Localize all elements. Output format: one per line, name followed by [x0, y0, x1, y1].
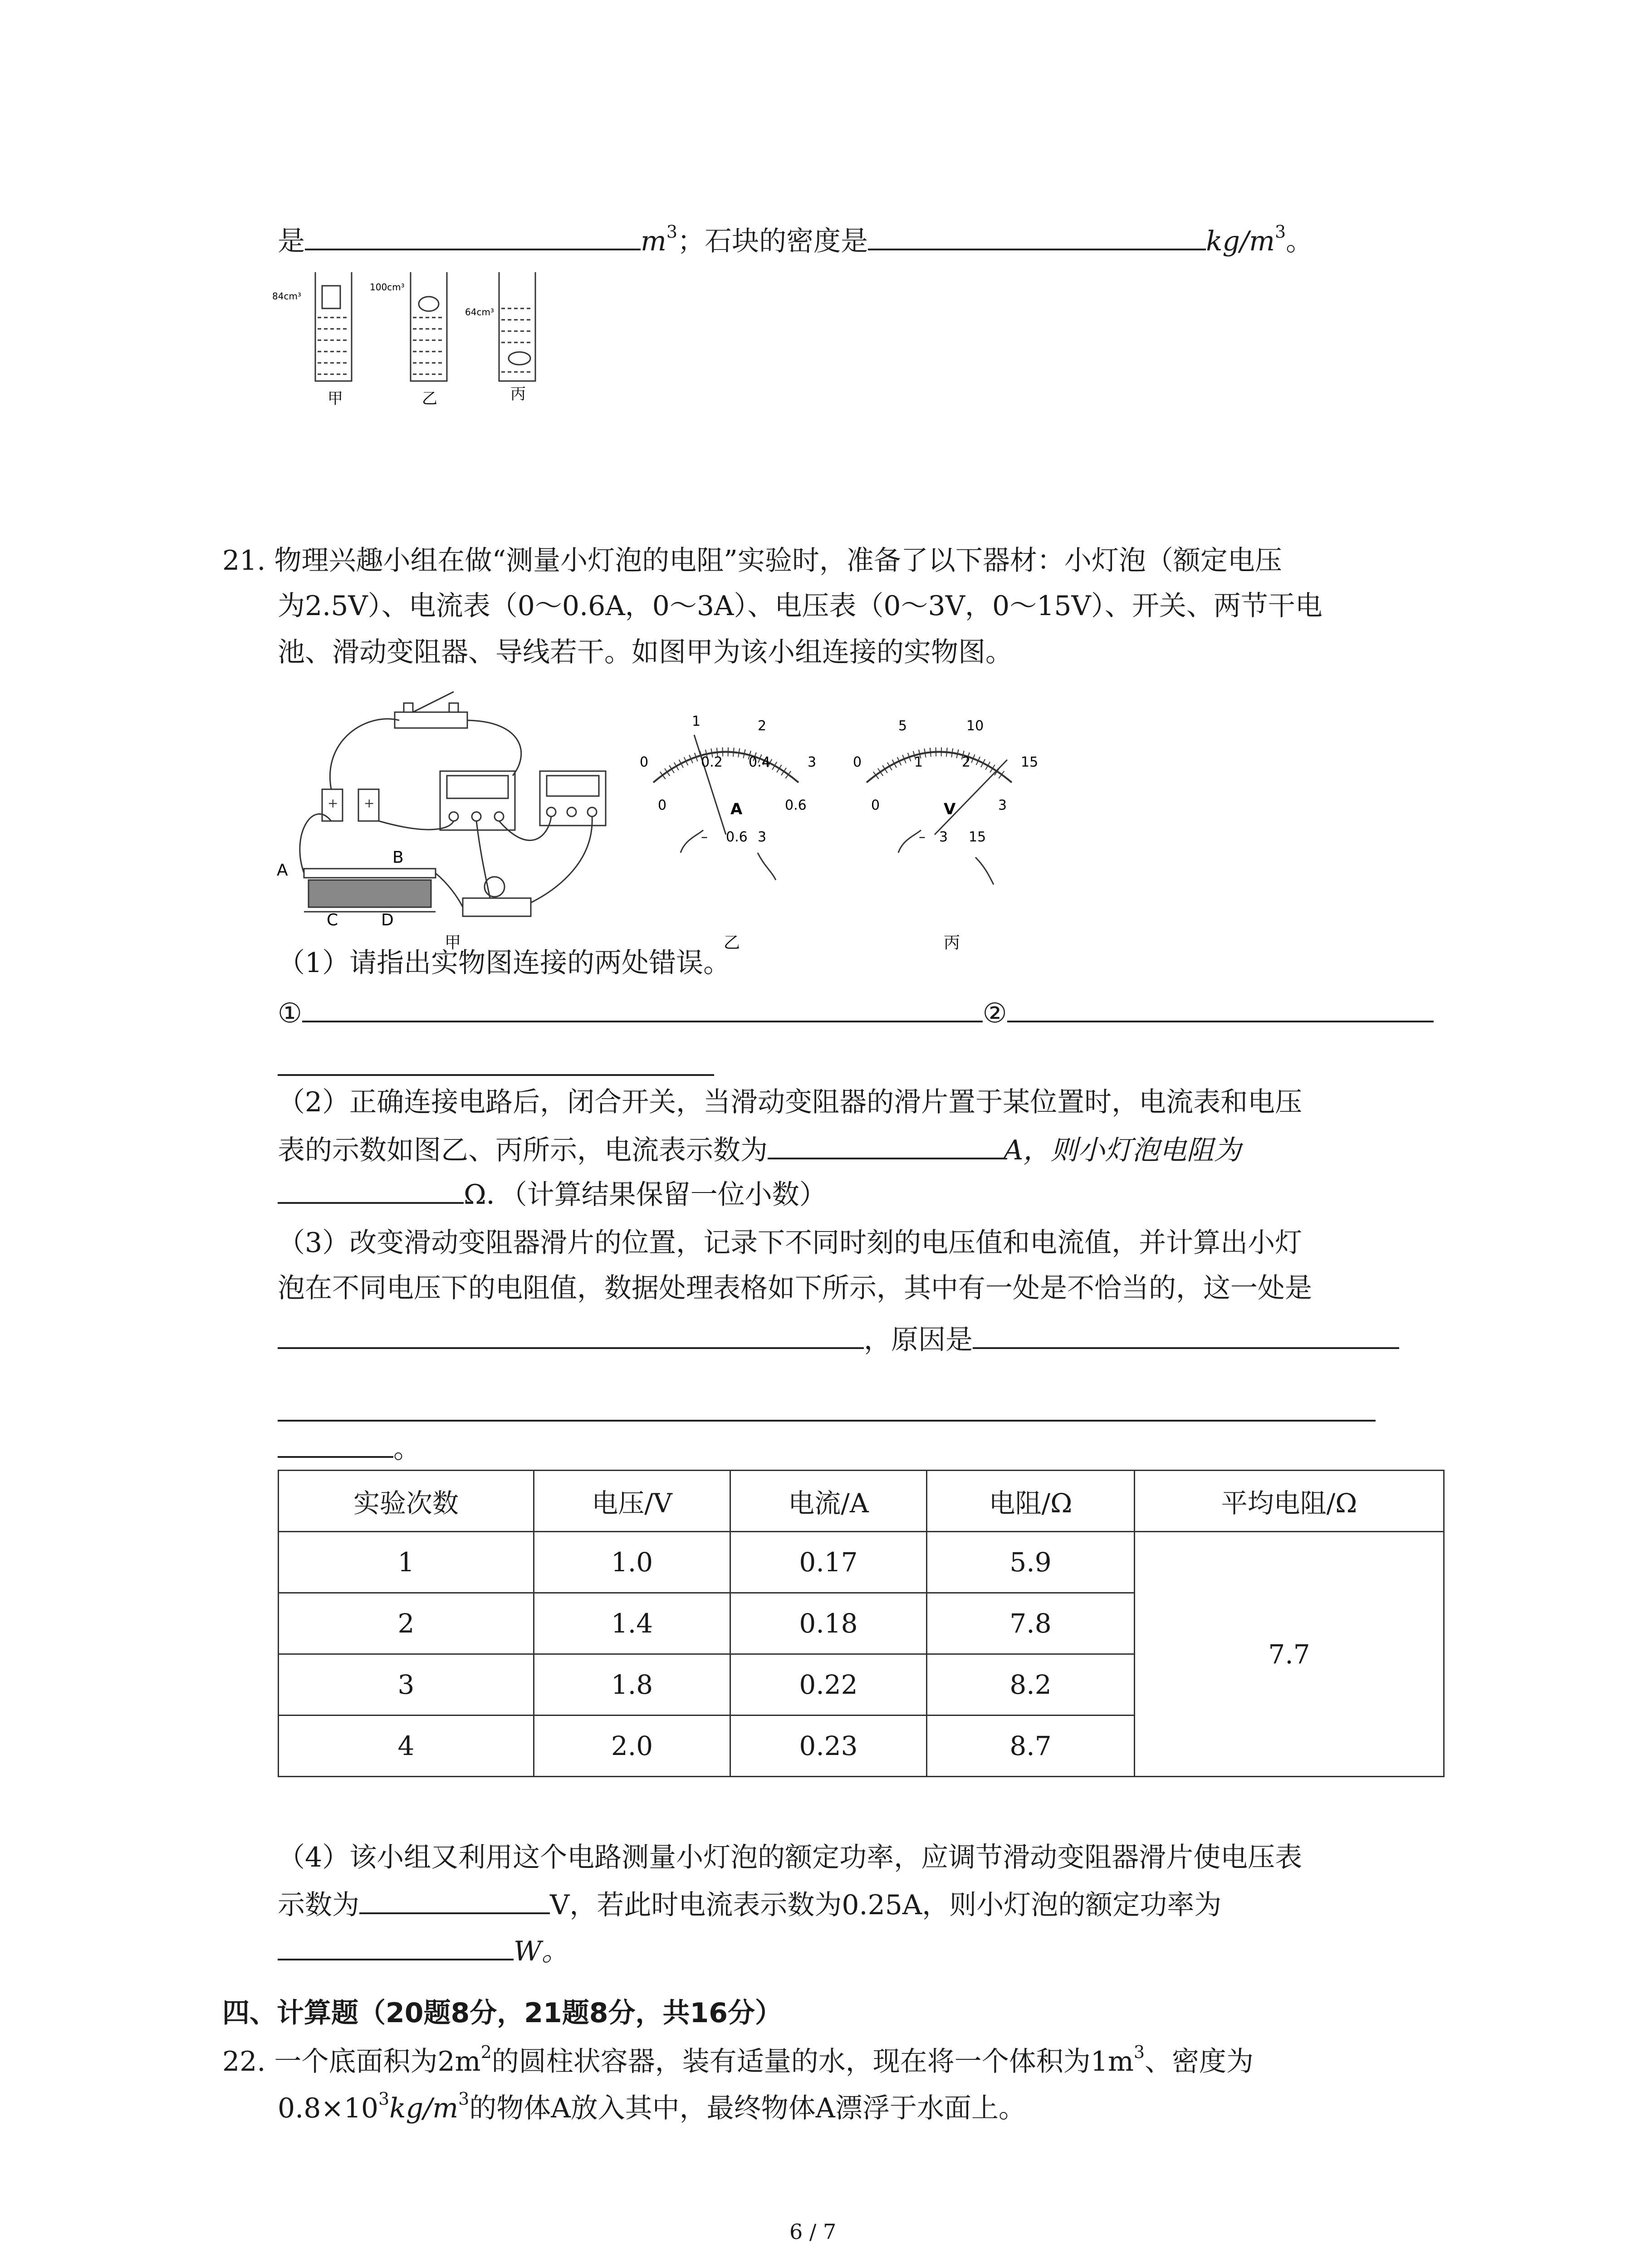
- q21-p1: （1）请指出实物图连接的两处错误。: [278, 947, 731, 979]
- volume-blank[interactable]: [305, 221, 641, 250]
- circuit-figure: [277, 685, 1102, 953]
- voltmeter-term-neg: –: [919, 829, 926, 845]
- voltmeter-needle: [935, 760, 1007, 835]
- th-current: 电流/A: [730, 1471, 927, 1532]
- q21-p1-answers: [278, 993, 1434, 1031]
- q21-p3-line1: （3）改变滑动变阻器滑片的位置，记录下不同时刻的电压值和电流值，并计算出小灯: [278, 1227, 1303, 1259]
- ammeter-outer-1: 1: [692, 714, 701, 729]
- voltmeter-device-icon: [440, 771, 515, 830]
- ammeter-inner-0: 0: [658, 797, 667, 813]
- beaker-jia-label: 甲: [328, 390, 343, 408]
- ammeter-term-3: 3: [758, 829, 767, 845]
- q21-p2-line1: （2）正确连接电路后，闭合开关，当滑动变阻器的滑片置于某位置时，电流表和电压: [278, 1086, 1303, 1118]
- ammeter-term-06: 0.6: [726, 829, 748, 845]
- circuit-label-d: D: [381, 911, 394, 929]
- q21-line3: 池、滑动变阻器、导线若干。如图甲为该小组连接的实物图。: [278, 636, 1013, 668]
- unit-kgm-exp: 3: [1274, 222, 1286, 242]
- ammeter-inner-1: 0.2: [701, 754, 723, 770]
- q21-p4-line2: 示数为 V，若此时电流表示数为0.25A，则小灯泡的额定功率为: [278, 1885, 1221, 1923]
- top-prefix: 是: [278, 225, 305, 257]
- voltage-blank[interactable]: [359, 1885, 550, 1914]
- unit-m: m: [641, 225, 666, 257]
- fig-label-jia: 甲: [445, 934, 461, 952]
- ammeter-outer-2: 2: [758, 718, 767, 734]
- reason-blank-line3[interactable]: [278, 1429, 393, 1458]
- lamp-icon: [463, 877, 531, 916]
- reason-blank[interactable]: [973, 1320, 1399, 1349]
- rheostat-icon: [304, 869, 436, 912]
- ammeter-needle: [694, 735, 726, 835]
- avg-resistance-cell: 7.7: [1135, 1532, 1444, 1777]
- voltmeter-inner-2: 2: [962, 754, 971, 770]
- cell: 1.4: [534, 1593, 730, 1654]
- q22-line1: 22. 一个底面积为$2m^2$的圆柱状容器，装有适量的水，现在将一个体积为$1m^3$、密度为: [222, 2042, 1254, 2077]
- cell: 0.18: [730, 1593, 927, 1654]
- voltmeter-outer-10: 10: [966, 718, 984, 734]
- q21-p3-line2: 泡在不同电压下的电阻值，数据处理表格如下所示，其中有一处是不恰当的，这一处是: [278, 1272, 1312, 1304]
- ammeter-term-neg: –: [701, 829, 708, 845]
- error-1-blank[interactable]: [302, 993, 983, 1022]
- ammeter-device-icon: [540, 771, 606, 826]
- cell: 1: [279, 1532, 534, 1593]
- voltmeter-inner-3: 3: [998, 797, 1007, 813]
- circuit-label-b: B: [392, 848, 404, 867]
- cell: 2.0: [534, 1716, 730, 1777]
- q22-number: 22.: [222, 2046, 266, 2077]
- mark-1: ①: [278, 997, 302, 1029]
- svg-text:+: +: [364, 796, 375, 811]
- density-text: ；石块的密度是: [677, 225, 868, 257]
- fig-label-bing: 丙: [944, 934, 960, 952]
- beaker-jia: [315, 272, 352, 381]
- q21-line2: 为2.5V）、电流表（0～0.6A，0～3A）、电压表（0～3V，0～15V）、开关、两节干电: [278, 590, 1323, 622]
- data-table: [278, 1470, 1445, 1777]
- improper-item-blank[interactable]: [278, 1320, 864, 1349]
- cell: 5.9: [927, 1532, 1135, 1593]
- th-trial: 实验次数: [279, 1471, 534, 1532]
- circuit-label-a: A: [277, 861, 288, 880]
- cell: 8.7: [927, 1716, 1135, 1777]
- ammeter-inner-2: 0.4: [749, 754, 770, 770]
- circuit-label-c: C: [327, 911, 338, 929]
- beaker-yi-label: 乙: [422, 390, 437, 408]
- voltmeter-dial: [853, 718, 1038, 952]
- cell: 8.2: [927, 1654, 1135, 1716]
- error-2-blank[interactable]: [1007, 993, 1434, 1022]
- page-number: 6 / 7: [789, 2219, 837, 2244]
- cell: 0.22: [730, 1654, 927, 1716]
- q22-line2: $0.8\times 10^3kg/m^3$的物体A放入其中，最终物体A漂浮于水面上。: [278, 2089, 1026, 2124]
- fig-label-yi: 乙: [724, 934, 740, 952]
- svg-text:+: +: [328, 796, 338, 811]
- error-2-blank-cont[interactable]: [278, 1074, 714, 1076]
- ammeter-outer-3: 3: [808, 754, 817, 770]
- beaker-yi-volume: 100cm³: [370, 282, 405, 293]
- voltmeter-outer-0: 0: [853, 754, 862, 770]
- table-header-row: [279, 1471, 1444, 1532]
- th-resistance: 电阻/Ω: [927, 1471, 1135, 1532]
- q21-p4-line3: W。: [278, 1931, 569, 1970]
- q21-line1: 21. 物理兴趣小组在做“测量小灯泡的电阻”实验时，准备了以下器材：小灯泡（额定电压: [222, 545, 1282, 577]
- cell: 3: [279, 1654, 534, 1716]
- cell: 0.23: [730, 1716, 927, 1777]
- ammeter-outer-0: 0: [640, 754, 649, 770]
- unit-kgm: kg/m: [1206, 225, 1275, 257]
- ammeter-inner-3: 0.6: [785, 797, 807, 813]
- q21-number: 21.: [222, 545, 266, 577]
- q21-p2-line3: Ω．（计算结果保留一位小数）: [278, 1175, 827, 1213]
- cell: 1.0: [534, 1532, 730, 1593]
- th-avg-resistance: 平均电阻/Ω: [1135, 1471, 1444, 1532]
- power-blank[interactable]: [278, 1931, 514, 1960]
- beaker-bing-label: 丙: [510, 385, 526, 403]
- beaker-bing-volume: 64cm³: [465, 307, 494, 318]
- voltmeter-term-3: 3: [939, 829, 948, 845]
- density-blank[interactable]: [868, 221, 1206, 250]
- reason-blank-line2[interactable]: [278, 1420, 1376, 1422]
- q21-p4-line1: （4）该小组又利用这个电路测量小灯泡的额定功率，应调节滑动变阻器滑片使电压表: [278, 1842, 1303, 1873]
- section4-title: 四、计算题（20题8分，21题8分，共16分）: [222, 1997, 782, 2029]
- beaker-yi: [411, 272, 447, 381]
- q21-p3-line3: ，原因是: [278, 1320, 1399, 1358]
- voltmeter-inner-0: 0: [871, 797, 880, 813]
- cell: 0.17: [730, 1532, 927, 1593]
- beaker-bing: [499, 272, 535, 381]
- ammeter-symbol: A: [730, 800, 743, 818]
- top-end: 。: [1286, 225, 1313, 257]
- voltmeter-symbol: V: [944, 800, 956, 818]
- top-answer-line: [278, 221, 1313, 259]
- voltmeter-term-15: 15: [969, 829, 986, 845]
- voltmeter-outer-5: 5: [898, 718, 907, 734]
- voltmeter-inner-1: 1: [914, 754, 923, 770]
- resistance-blank[interactable]: [278, 1175, 464, 1204]
- ammeter-dial: [640, 714, 816, 952]
- beakers-figure: [272, 268, 599, 417]
- table-row: [279, 1532, 1444, 1593]
- mark-2: ②: [982, 997, 1007, 1029]
- th-voltage: 电压/V: [534, 1471, 730, 1532]
- cell: 1.8: [534, 1654, 730, 1716]
- cell: 7.8: [927, 1593, 1135, 1654]
- switch-icon: [395, 692, 467, 728]
- p2-unit-a: A，则小灯泡电阻为: [1004, 1134, 1241, 1166]
- current-blank[interactable]: [768, 1130, 1004, 1159]
- q21-p2-line2: 表的示数如图乙、丙所示，电流表示数为 A，则小灯泡电阻为: [278, 1130, 1241, 1168]
- q21-p3-line5: 。: [278, 1429, 421, 1467]
- cell: 2: [279, 1593, 534, 1654]
- voltmeter-outer-15: 15: [1021, 754, 1038, 770]
- beaker-jia-volume: 84cm³: [272, 291, 301, 302]
- battery-icon: [322, 789, 379, 821]
- cell: 4: [279, 1716, 534, 1777]
- unit-m-exp: 3: [666, 222, 678, 242]
